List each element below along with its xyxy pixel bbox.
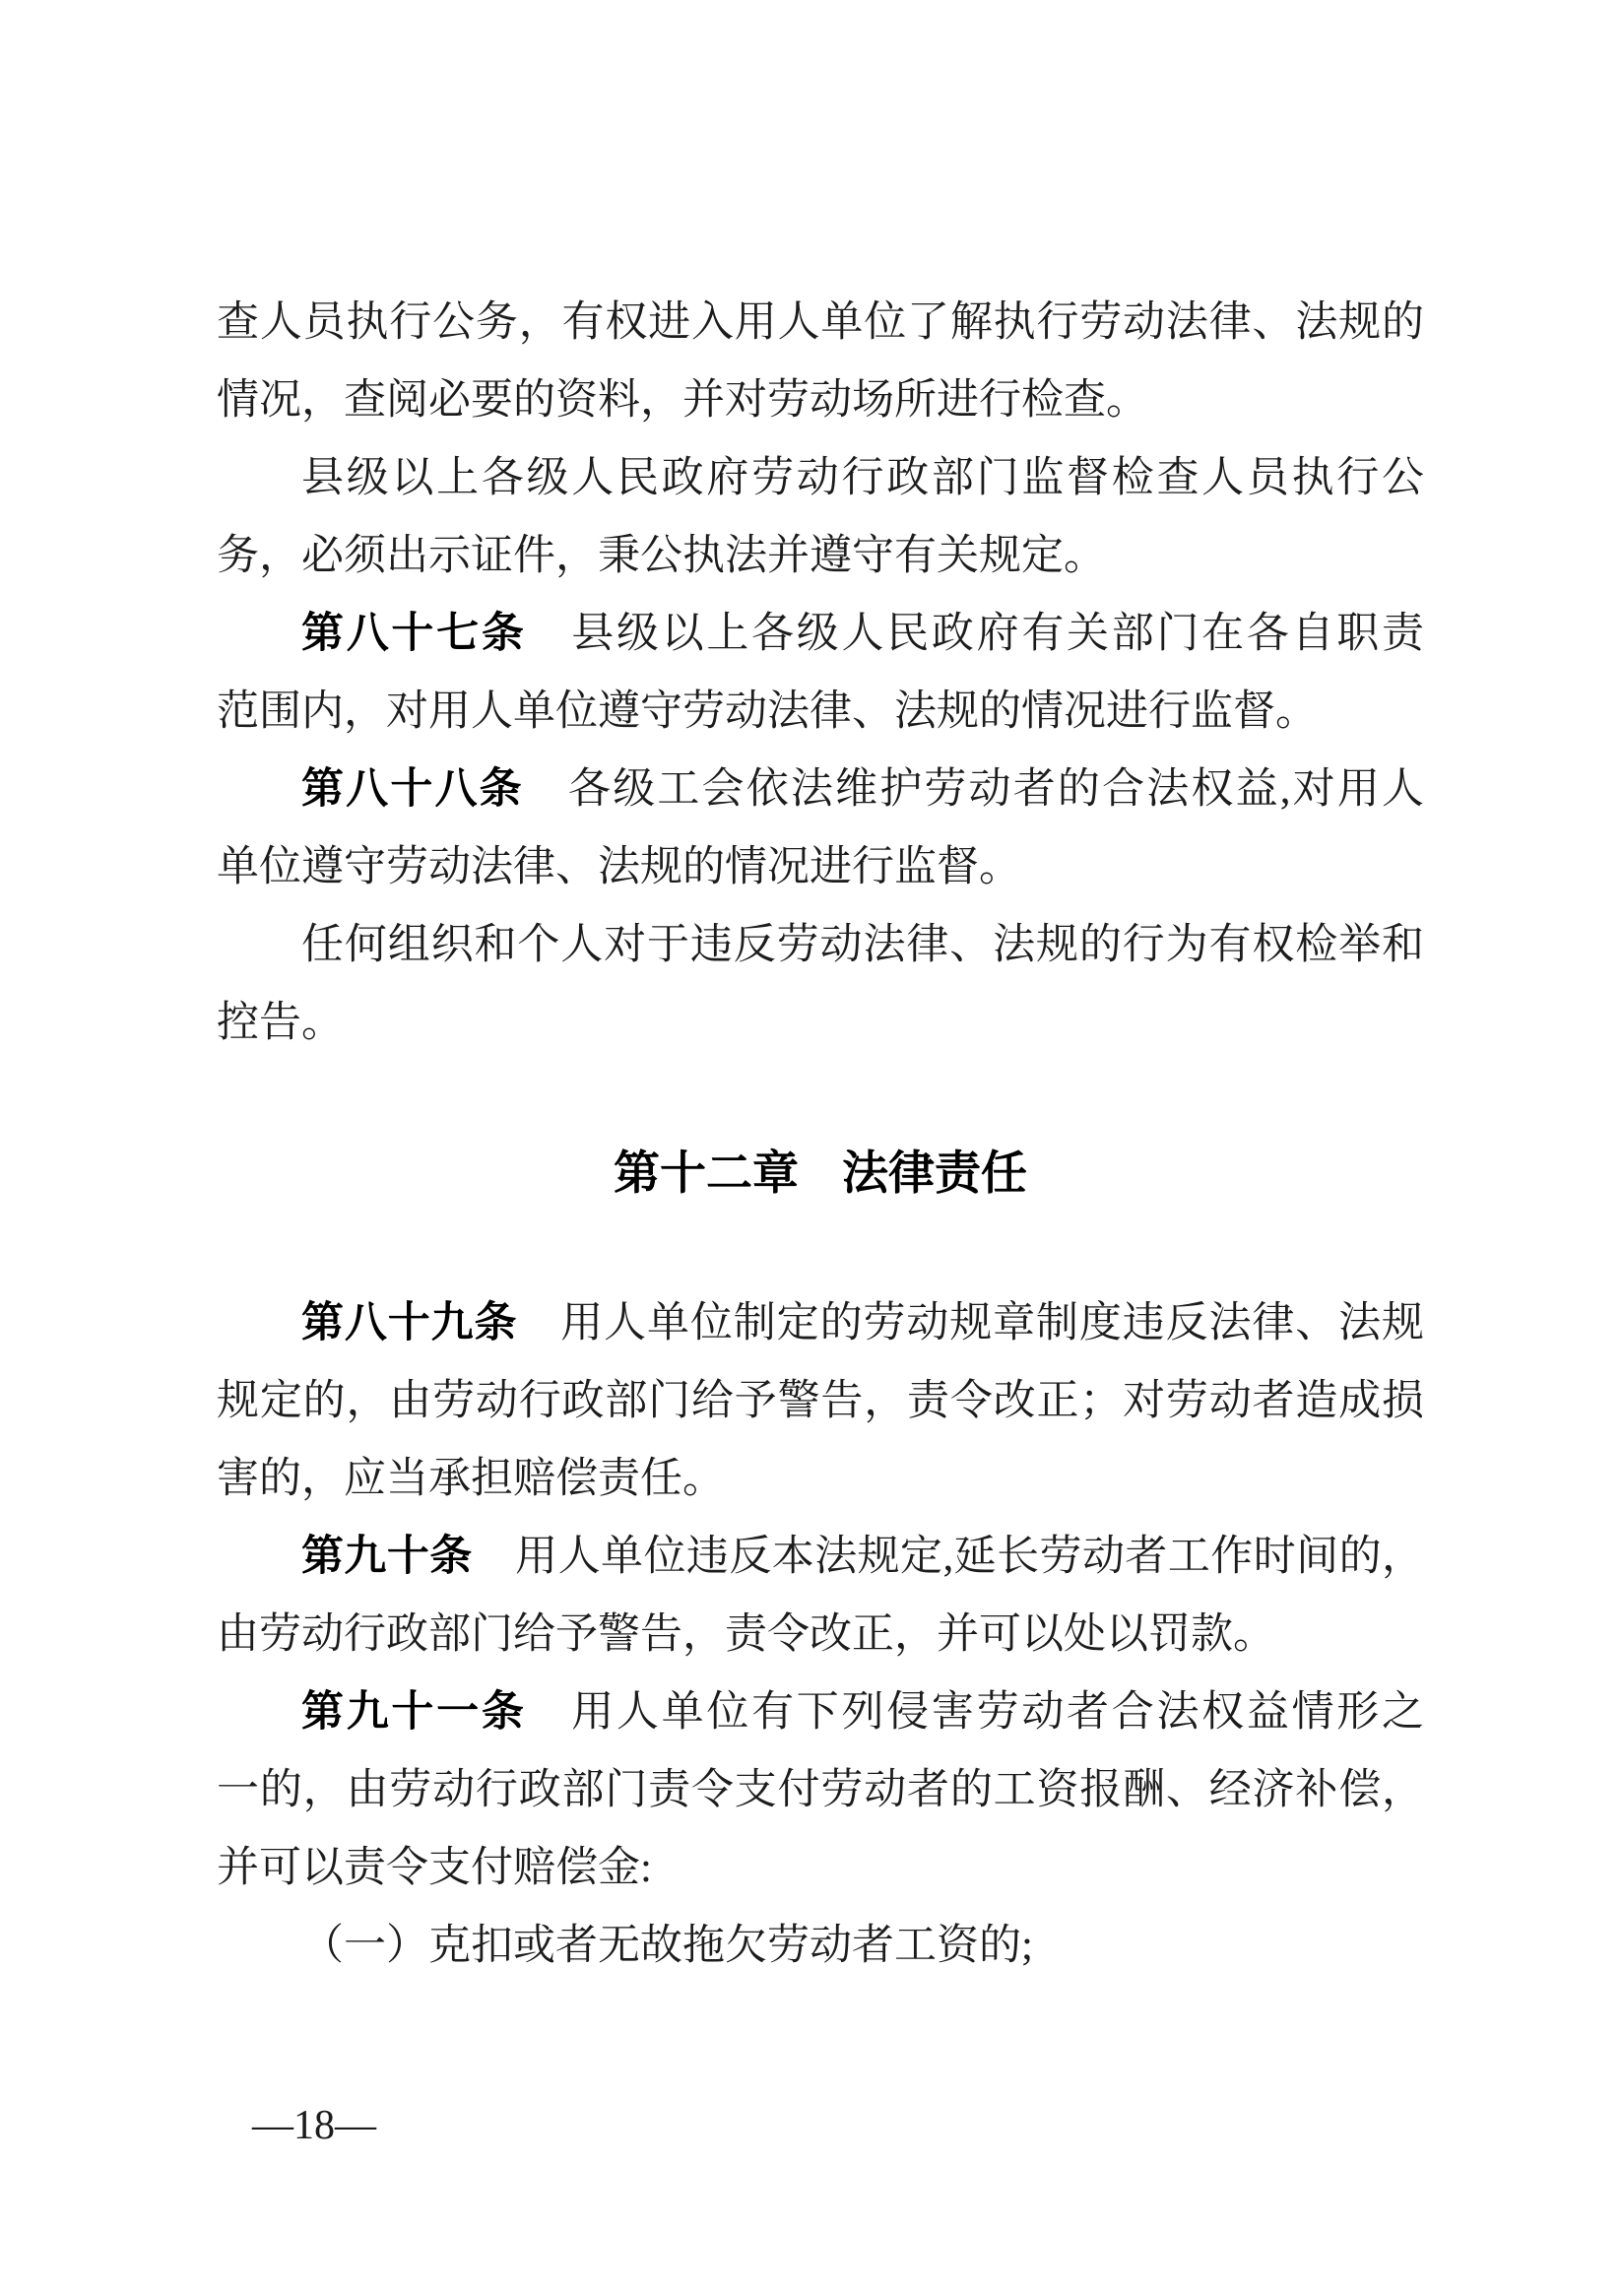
text-line xyxy=(217,751,1424,828)
article-number: 第八十七条 xyxy=(301,610,527,657)
text-line xyxy=(217,1596,1424,1673)
line-text: 用人单位有下列侵害劳动者合法权益情形之 xyxy=(526,1689,1425,1736)
text-line xyxy=(217,1751,1424,1829)
chapter-title: 法律责任 xyxy=(842,1147,1027,1199)
text-line xyxy=(217,595,1424,673)
line-text: 一的，由劳动行政部门责令支付劳动者的工资报酬、经济补偿， xyxy=(217,1767,1424,1813)
article-number: 第九十条 xyxy=(301,1533,473,1580)
page-number: —18— xyxy=(252,2103,376,2148)
line-text: 范围内，对用人单位遵守劳动法律、法规的情况进行监督。 xyxy=(217,689,1318,735)
line-text: 各级工会依法维护劳动者的合法权益,对用人 xyxy=(523,766,1425,813)
text-line xyxy=(217,361,1424,439)
chapter-heading xyxy=(217,1134,1424,1212)
text-block xyxy=(217,284,1424,1985)
article-number: 第八十八条 xyxy=(301,765,524,813)
article-number: 第九十一条 xyxy=(301,1688,527,1736)
line-text: 县级以上各级人民政府有关部门在各自职责 xyxy=(526,611,1425,657)
text-line xyxy=(217,1518,1424,1596)
line-text: 并可以责令支付赔偿金: xyxy=(217,1845,652,1891)
line-text: 规定的，由劳动行政部门给予警告，责令改正；对劳动者造成损 xyxy=(217,1378,1424,1424)
text-line xyxy=(217,517,1424,595)
line-text: 害的，应当承担赔偿责任。 xyxy=(217,1456,725,1502)
chapter-number: 第十二章 xyxy=(614,1147,799,1199)
text-line xyxy=(217,906,1424,984)
line-text: 县级以上各级人民政府劳动行政部门监督检查人员执行公 xyxy=(301,455,1424,501)
line-text: 由劳动行政部门给予警告，责令改正，并可以处以罚款。 xyxy=(217,1611,1275,1658)
line-text: （一）克扣或者无故拖欠劳动者工资的; xyxy=(301,1923,1033,1969)
text-line xyxy=(217,1440,1424,1518)
text-line xyxy=(217,1907,1424,1985)
article-number: 第八十九条 xyxy=(301,1299,518,1346)
text-line xyxy=(217,673,1424,751)
text-line xyxy=(217,828,1424,906)
text-line xyxy=(217,284,1424,361)
line-text: 任何组织和个人对于违反劳动法律、法规的行为有权检举和 xyxy=(301,922,1424,968)
line-text: 务，必须出示证件，秉公执法并遵守有关规定。 xyxy=(217,533,1106,579)
line-text: 控告。 xyxy=(217,1000,344,1046)
text-line xyxy=(217,1673,1424,1751)
line-text: 查人员执行公务，有权进入用人单位了解执行劳动法律、法规的 xyxy=(217,299,1424,346)
line-text: 单位遵守劳动法律、法规的情况进行监督。 xyxy=(217,844,1021,890)
text-line xyxy=(217,984,1424,1062)
text-line xyxy=(217,1362,1424,1440)
text-line xyxy=(217,439,1424,517)
line-text: 用人单位制定的劳动规章制度违反法律、法规 xyxy=(517,1300,1425,1346)
text-line xyxy=(217,1284,1424,1362)
text-line xyxy=(217,1829,1424,1907)
line-text: 情况，查阅必要的资料，并对劳动场所进行检查。 xyxy=(217,377,1148,424)
line-text: 用人单位违反本法规定,延长劳动者工作时间的， xyxy=(472,1534,1425,1580)
